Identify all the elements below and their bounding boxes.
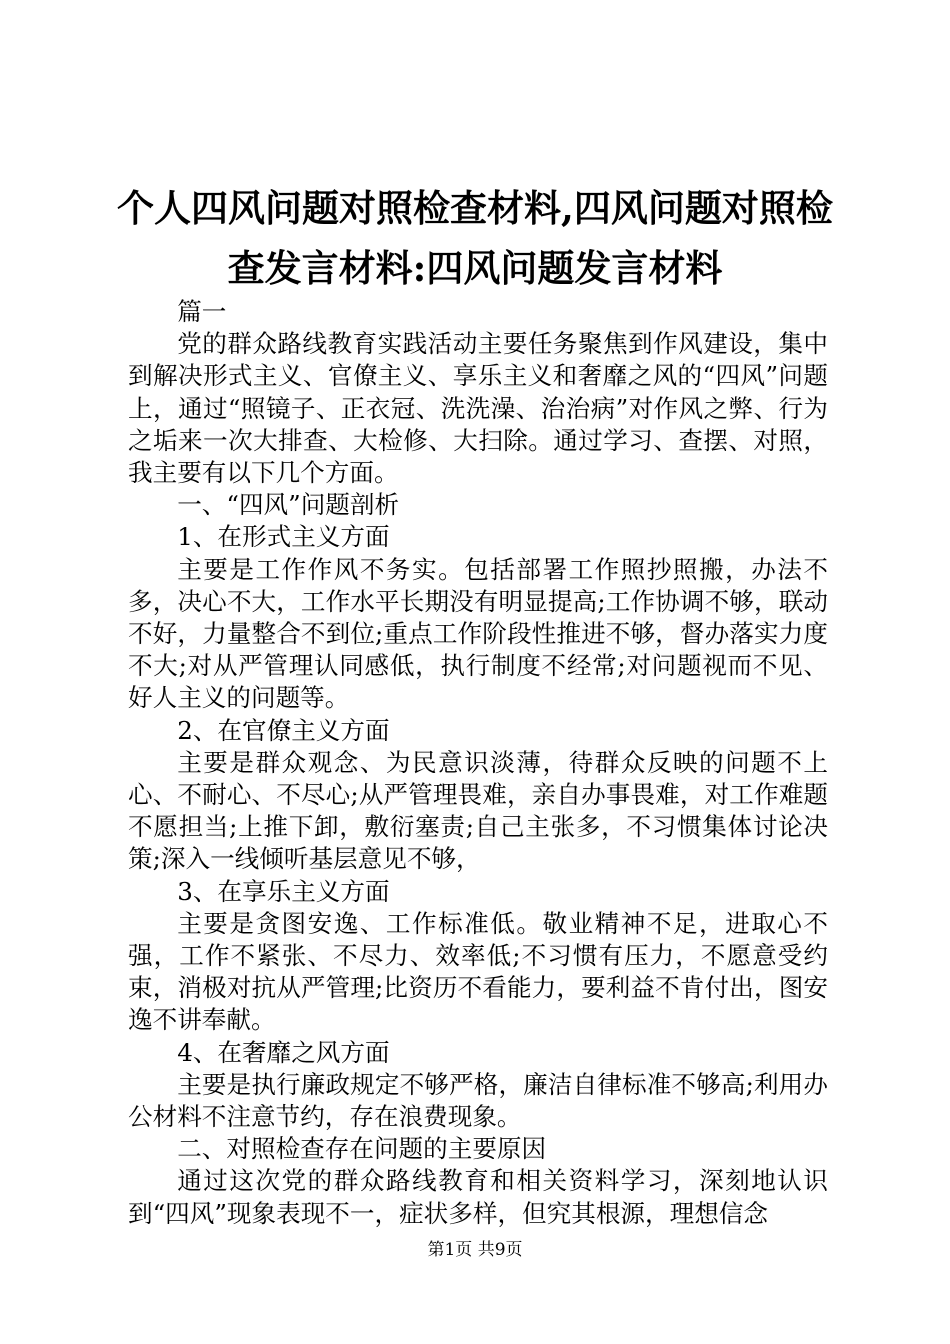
paragraph: 主要是执行廉政规定不够严格，廉洁自律标准不够高;利用办公材料不注意节约，存在浪费现象。 bbox=[128, 1069, 828, 1132]
paragraph: 主要是工作作风不务实。包括部署工作照抄照搬，办法不多，决心不大，工作水平长期没有明显提高;工作协调不够，联动不好，力量整合不到位;重点工作阶段性推进不够，督办落实力度不大;对从严管理认同感低，执行制度不经常;对问题视而不见、好人主义的问题等。 bbox=[128, 554, 828, 713]
subsection-heading: 3、在享乐主义方面 bbox=[177, 876, 390, 906]
paragraph: 通过这次党的群众路线教育和相关资料学习，深刻地认识到“四风”现象表现不一，症状多样，但究其根源，理想信念 bbox=[128, 1166, 828, 1228]
subsection-heading: 4、在奢靡之风方面 bbox=[177, 1037, 390, 1067]
section-label: 篇一 bbox=[177, 297, 227, 326]
paragraph: 主要是贪图安逸、工作标准低。敬业精神不足，进取心不强，工作不紧张、不尽力、效率低;不习惯有压力，不愿意受约束，消极对抗从严管理;比资历不看能力，要利益不肯付出，图安逸不讲奉献。 bbox=[128, 908, 828, 1035]
title-line-1: 个人四风问题对照检查材料,四风问题对照检 bbox=[117, 186, 833, 230]
title-line-2: 查发言材料:四风问题发言材料 bbox=[227, 246, 723, 290]
document-title bbox=[110, 178, 840, 298]
section-heading: 一、“四风”问题剖析 bbox=[177, 490, 400, 520]
document-body bbox=[128, 296, 828, 1230]
section-heading: 二、对照检查存在问题的主要原因 bbox=[177, 1134, 547, 1164]
subsection-heading: 2、在官僚主义方面 bbox=[177, 715, 390, 745]
subsection-heading: 1、在形式主义方面 bbox=[177, 522, 390, 552]
paragraph: 主要是群众观念、为民意识淡薄，待群众反映的问题不上心、不耐心、不尽心;从严管理畏难，亲自办事畏难，对工作难题不愿担当;上推下卸，敷衍塞责;自己主张多，不习惯集体讨论决策;深入一线倾听基层意见不够， bbox=[128, 747, 828, 874]
page-footer: 第1页 共9页 bbox=[427, 1240, 523, 1260]
paragraph: 党的群众路线教育实践活动主要任务聚焦到作风建设，集中到解决形式主义、官僚主义、享乐主义和奢靡之风的“四风”问题上，通过“照镜子、正衣冠、洗洗澡、治治病”对作风之弊、行为之垢来一次大排查、大检修、大扫除。通过学习、查摆、对照，我主要有以下几个方面。 bbox=[128, 329, 828, 488]
